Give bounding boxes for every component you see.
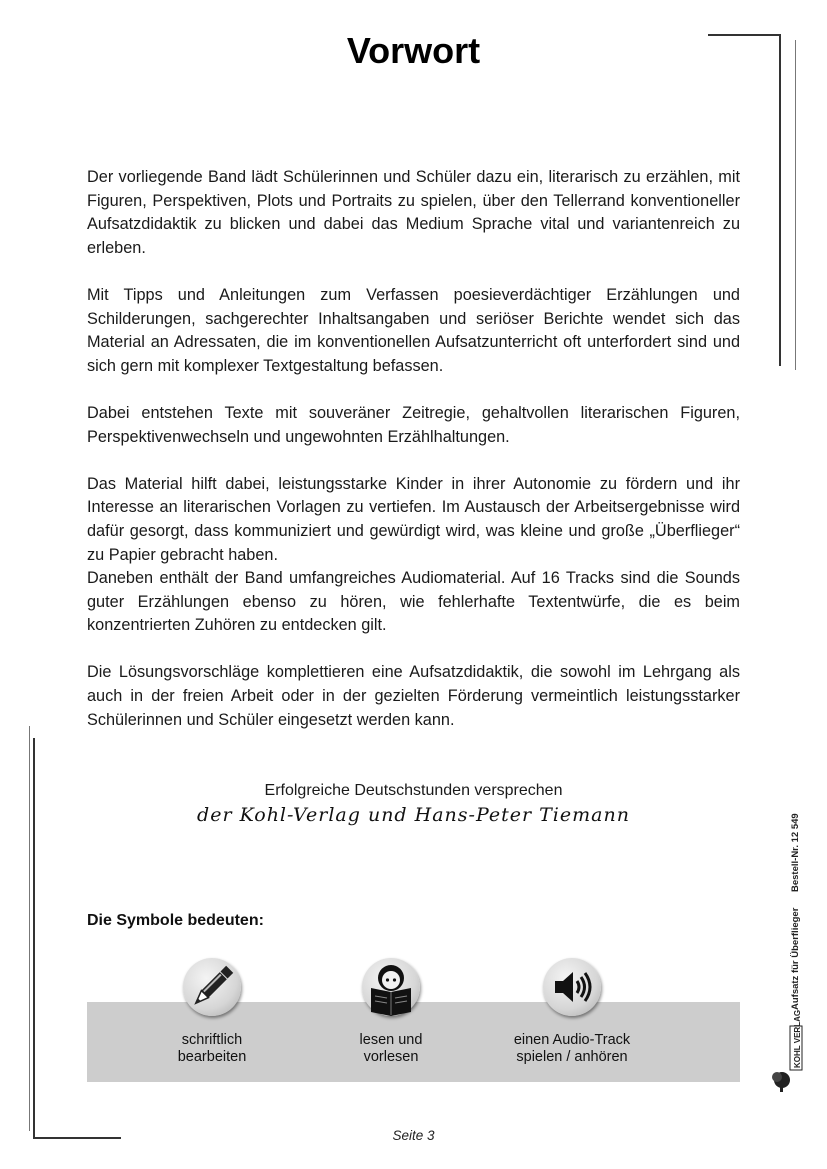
symbol-label: schriftlich <box>181 1032 243 1048</box>
paragraph: Der vorliegende Band lädt Schülerinnen und Schüler dazu ein, literarisch zu erzählen, mit Figuren, Perspektiven, Plots und Portraits zu spielen, über den Tellerrand konventioneller Aufsatzdidaktik zu blicken und dabei das Medium Sprache vital und variantenreich zu erleben. <box>87 168 740 257</box>
symbol-read <box>291 958 491 1066</box>
closing-signature <box>0 782 827 826</box>
signature-line: der Kohl-Verlag und Hans-Peter Tiemann <box>197 804 630 826</box>
sidebar-info <box>790 810 810 1010</box>
paragraph: Das Material hilft dabei, leistungsstarke Kinder in ihrer Autonomie zu fördern und ihr Interesse an literarischen Vorlagen zu vertiefen. Im Austausch der Arbeitsergebnisse wird dafür gesorgt, dass kommuniziert und gewürdigt wird, was kleine und große „Überflieger“ zu Papier gebracht haben. <box>87 474 740 564</box>
symbol-write <box>112 958 312 1066</box>
publisher-logo <box>770 1009 804 1094</box>
symbol-label: spielen / anhören <box>516 1049 628 1065</box>
symbol-audio <box>472 958 672 1066</box>
symbols-heading: Die Symbole bedeuten: <box>87 912 264 929</box>
paragraph: Die Lösungsvorschläge komplettieren eine Aufsatzdidaktik, die sowohl im Lehrgang als auch in der freien Arbeit oder in der gezielten Förderung vermeintlich leistungsstarker Schülerinnen und Schüler eingesetzt werden kann. <box>87 663 740 729</box>
page-title: Vorwort <box>346 30 481 71</box>
order-number: Bestell-Nr. 12 549 <box>790 813 801 892</box>
page-number: Seite 3 <box>392 1128 435 1143</box>
book-title: Aufsatz für Überflieger <box>790 907 801 1010</box>
reading-child-icon <box>362 958 420 1016</box>
symbol-label: bearbeiten <box>177 1049 247 1065</box>
publisher-name: KOHL VERLAG <box>793 1009 802 1068</box>
paragraph: Daneben enthält der Band umfangreiches Audiomaterial. Auf 16 Tracks sind die Sounds guter Erzählungen ebenso zu hören, wie fehlerhafte Textentwürfe, die es beim konzentrierten Zuhören zu entdecken gilt. <box>87 569 740 635</box>
closing-line: Erfolgreiche Deutschstunden versprechen <box>264 782 563 799</box>
symbol-label: einen Audio-Track <box>513 1032 631 1048</box>
paragraph: Mit Tipps und Anleitungen zum Verfassen poesieverdächtiger Erzählungen und Schilderungen, sachgerechter Inhaltsangaben und seriöser Berichte wendet sich das Material an Adressaten, die im konventionellen Aufsatzunterricht oft unterfordert sind und sich gern mit komplexer Textgestaltung befassen. <box>87 285 740 375</box>
frame-top-right-inner-vertical <box>795 40 796 370</box>
frame-top-right-vertical <box>779 34 781 366</box>
paragraph: Dabei entstehen Texte mit souveräner Zeitregie, gehaltvollen literarischen Figuren, Perspektivenwechseln und ungewohnten Erzählhaltungen. <box>87 403 740 446</box>
speaker-icon <box>543 958 601 1016</box>
symbol-label: vorlesen <box>363 1049 419 1065</box>
symbol-label: lesen und <box>359 1032 423 1048</box>
pencil-icon <box>183 958 241 1016</box>
preface-text <box>87 166 740 756</box>
